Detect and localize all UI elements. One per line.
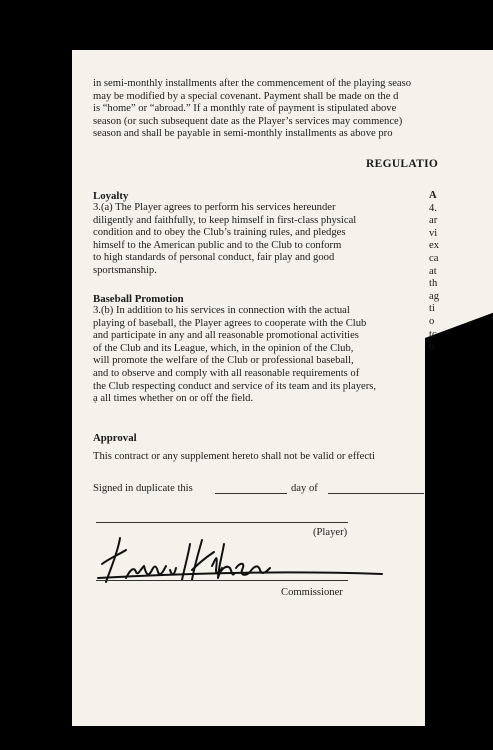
section-title: REGULATIO — [366, 158, 439, 170]
day-of-label: day of — [291, 483, 318, 494]
player-signature-line — [96, 522, 348, 523]
top-paragraph — [93, 78, 453, 141]
loyalty-line: 3.(a) The Player agrees to perform his services hereunder — [93, 202, 336, 213]
loyalty-paragraph — [93, 202, 413, 278]
top-line: in semi-monthly installments after the commencement of the playing seaso — [93, 78, 412, 89]
loyalty-line: condition and to obey the Club’s training rules, and pledges — [93, 227, 346, 239]
promotion-line: ạ all times whether on or off the field. — [93, 393, 254, 405]
loyalty-heading: Loyalty — [93, 190, 129, 202]
promotion-line: of the Club and its League, which, in the opinion of the Club, — [93, 342, 354, 354]
approval-text: This contract or any supplement hereto shall not be valid or effecti — [93, 451, 375, 462]
commissioner-signature — [90, 530, 390, 592]
commissioner-label: Commissioner — [281, 587, 343, 598]
promotion-line: 3.(b) In addition to his services in connection with the actual — [93, 305, 350, 316]
promotion-line: the Club respecting conduct and service of its team and its players, — [93, 380, 377, 392]
fragment-line: ag — [429, 290, 439, 302]
promotion-line: playing of baseball, the Player agrees to cooperate with the Club — [93, 317, 367, 329]
fragment-line: ex — [429, 240, 439, 252]
fragment-line: ti — [429, 303, 435, 315]
loyalty-line: to high standards of personal conduct, fair play and good — [93, 252, 335, 264]
promotion-heading: Baseball Promotion — [93, 293, 184, 305]
commissioner-signature-line — [96, 580, 348, 581]
top-line: is “home” or “abroad.” If a monthly rate of payment is stipulated above — [93, 103, 397, 115]
promotion-paragraph — [93, 305, 413, 406]
promotion-line: will promote the welfare of the Club or professional baseball, — [93, 355, 354, 367]
loyalty-line: himself to the American public and to the Club to conform — [93, 239, 342, 251]
fragment-line: o — [429, 341, 435, 353]
fragment-line: 4. — [429, 202, 437, 214]
top-line: season (or such subsequent date as the Player’s services may commence) — [93, 115, 403, 127]
signed-prefix: Signed in duplicate this — [93, 483, 193, 494]
month-blank — [328, 493, 424, 494]
fragment-line: A — [429, 190, 437, 201]
right-column-fragment — [429, 190, 439, 354]
player-label: (Player) — [313, 527, 348, 538]
fragment-line: tc — [429, 328, 437, 340]
fragment-line: ca — [429, 252, 439, 264]
top-line: may be modified by a special covenant. Payment shall be made on the d — [93, 90, 399, 102]
loyalty-line: diligently and faithfully, to keep himself in first-class physical — [93, 214, 357, 226]
day-blank — [215, 493, 287, 494]
fragment-line: vi — [429, 227, 438, 239]
promotion-line: and participate in any and all reasonable promotional activities — [93, 330, 359, 342]
fragment-line: th — [429, 278, 438, 290]
loyalty-line: sportsmanship. — [93, 264, 157, 276]
promotion-line: and to observe and comply with all reasonable requirements of — [93, 367, 360, 379]
fragment-line: o — [429, 315, 435, 327]
top-line: season and shall be payable in semi-monthly installments as above pro — [93, 128, 393, 140]
approval-heading: Approval — [93, 432, 137, 444]
fragment-line: ar — [429, 215, 438, 227]
fragment-line: at — [429, 265, 437, 277]
